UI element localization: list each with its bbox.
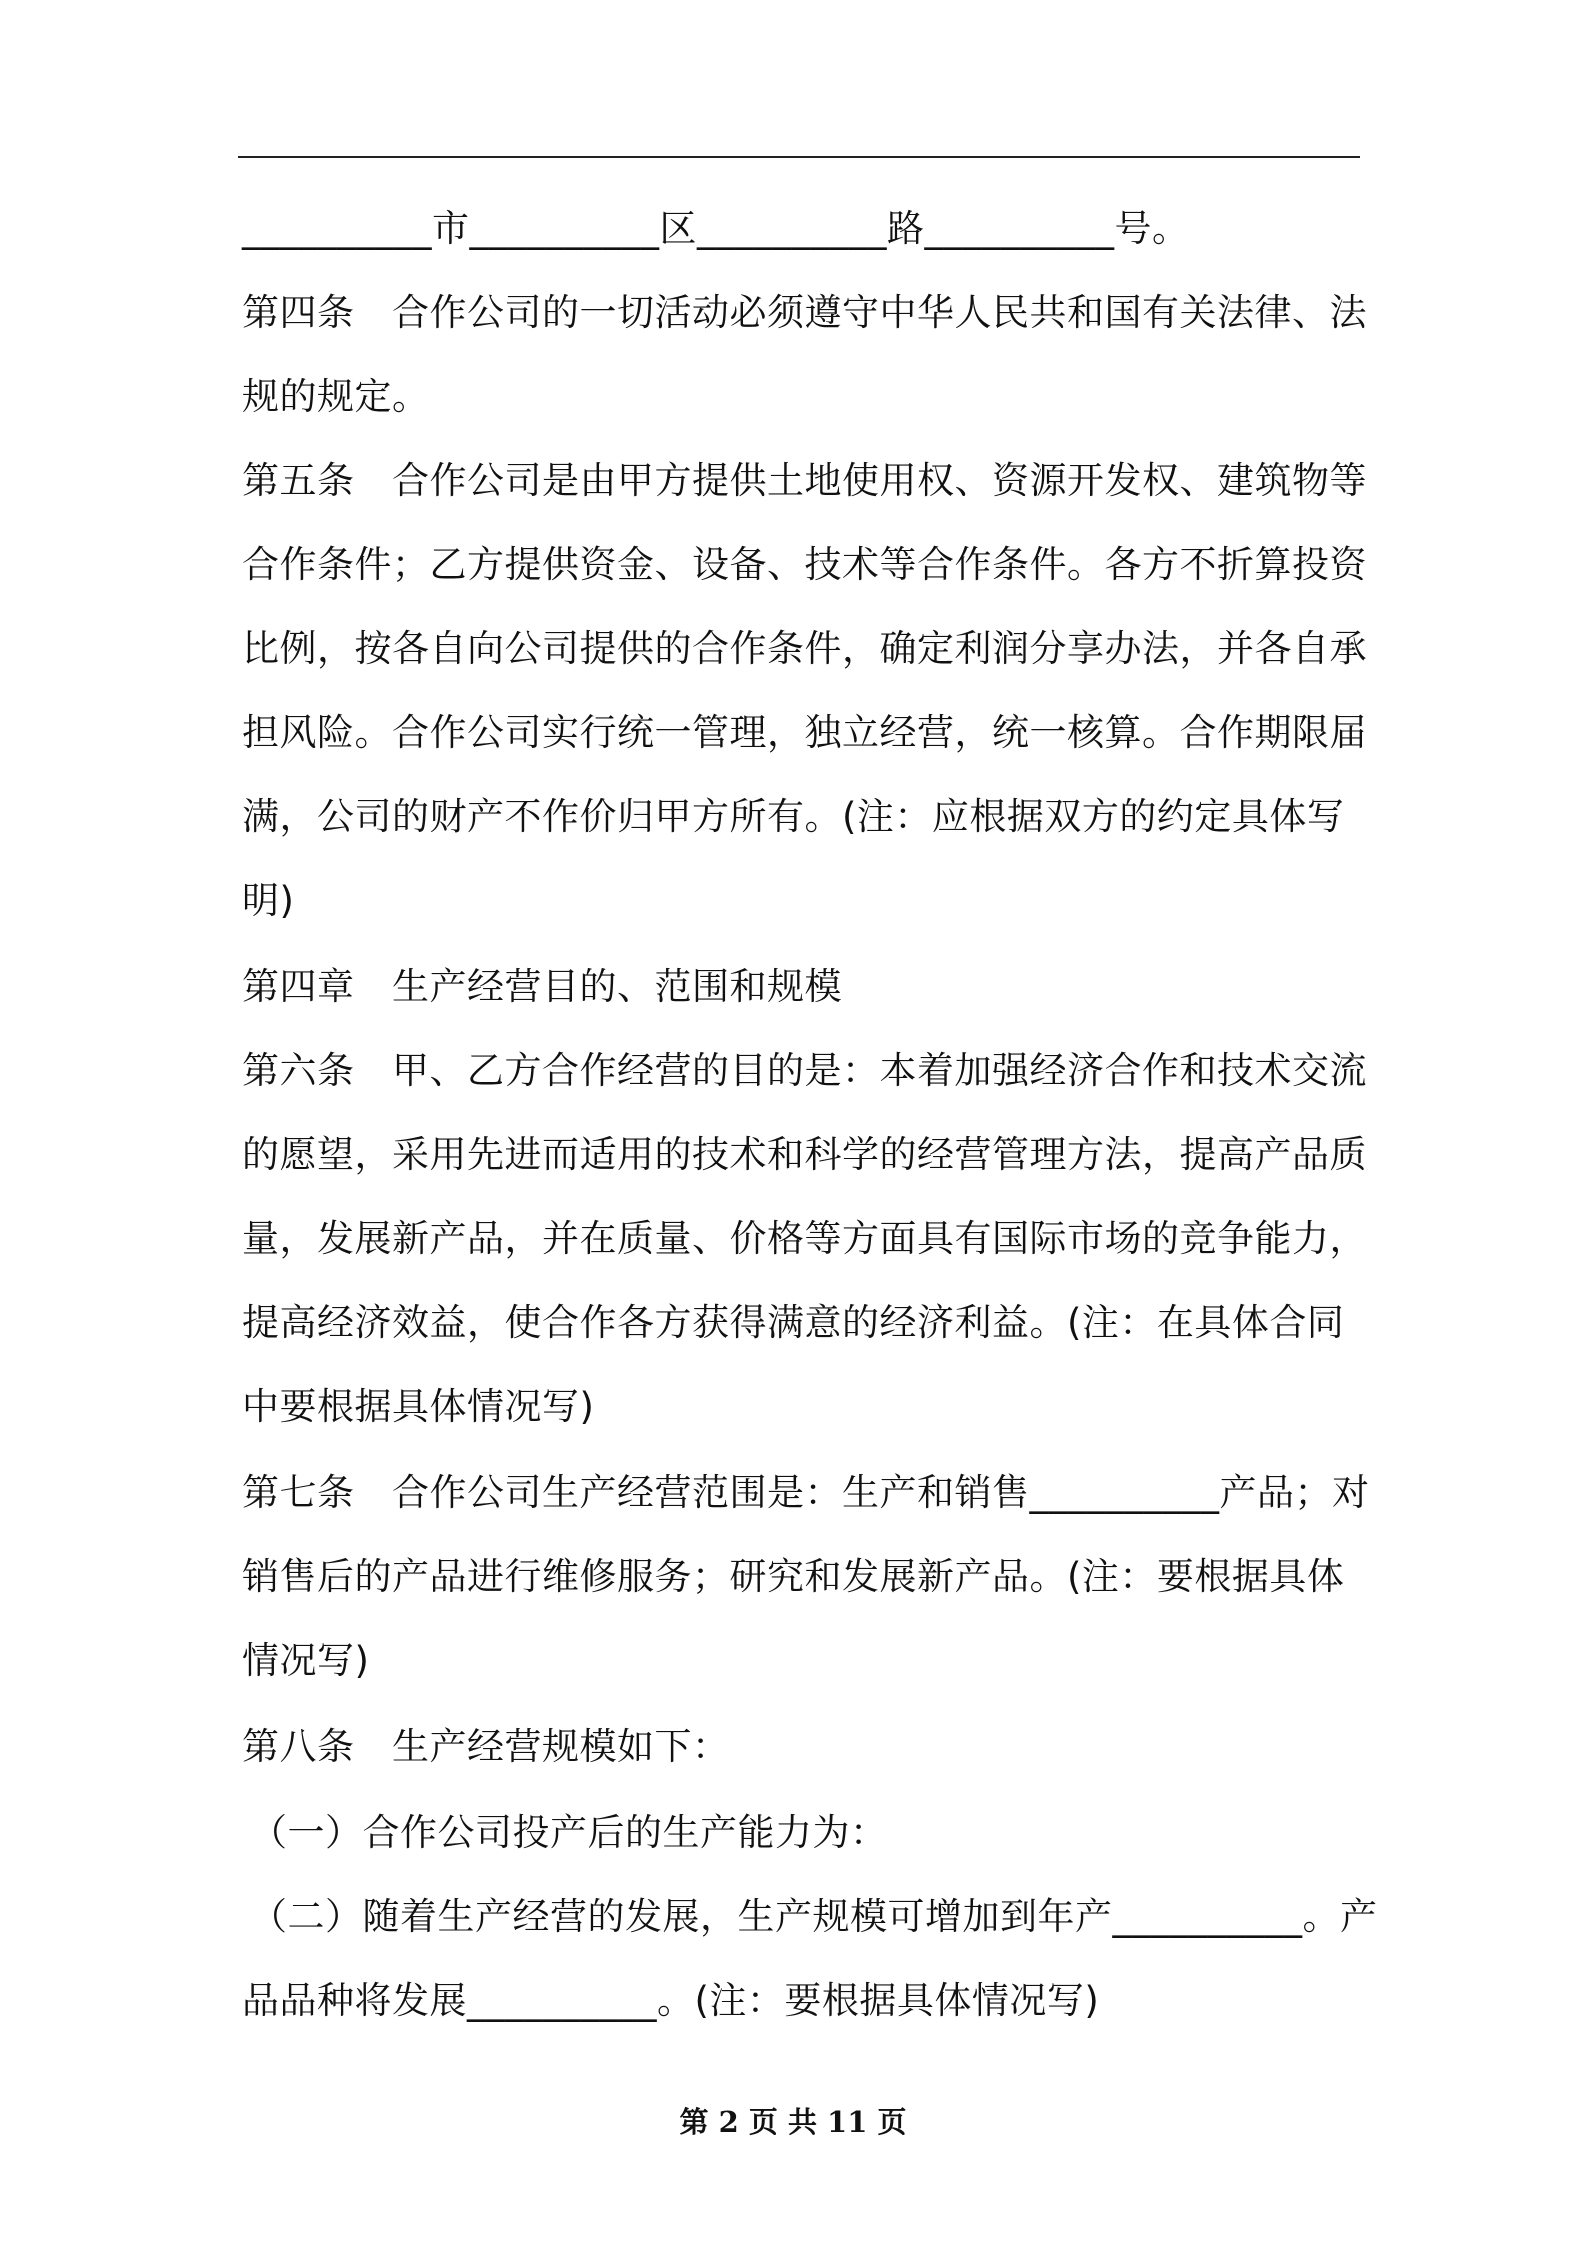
text-line: 担风险。合作公司实行统一管理，独立经营，统一核算。合作期限届 (242, 711, 1367, 754)
text-line: 品品种将发展__________。(注：要根据具体情况写) (242, 1979, 1100, 2022)
text-line: 第四章 生产经营目的、范围和规模 (242, 965, 842, 1008)
text-line: 销售后的产品进行维修服务；研究和发展新产品。(注：要根据具体 (242, 1555, 1345, 1598)
header-rule (238, 156, 1360, 158)
text-line: 中要根据具体情况写) (242, 1385, 595, 1428)
text-line: 明) (242, 879, 295, 922)
text-line: （一）合作公司投产后的生产能力为： (250, 1811, 888, 1854)
text-line: 第七条 合作公司生产经营范围是：生产和销售__________产品；对 (242, 1471, 1370, 1514)
text-line: 第八条 生产经营规模如下： (242, 1725, 730, 1768)
text-line: 的愿望，采用先进而适用的技术和科学的经营管理方法，提高产品质 (242, 1133, 1367, 1176)
text-line: 合作条件；乙方提供资金、设备、技术等合作条件。各方不折算投资 (242, 543, 1367, 586)
text-line: 量，发展新产品，并在质量、价格等方面具有国际市场的竞争能力， (242, 1217, 1367, 1260)
text-line: 比例，按各自向公司提供的合作条件，确定利润分享办法，并各自承 (242, 627, 1367, 670)
text-line: __________市__________区__________路__________号。 (242, 207, 1190, 250)
text-line: 满，公司的财产不作价归甲方所有。(注：应根据双方的约定具体写 (242, 795, 1345, 838)
text-line: 第五条 合作公司是由甲方提供土地使用权、资源开发权、建筑物等 (242, 459, 1367, 502)
text-line: 规的规定。 (242, 375, 430, 418)
page-footer: 第 2 页 共 11 页 (679, 2105, 907, 2139)
text-line: 第四条 合作公司的一切活动必须遵守中华人民共和国有关法律、法 (242, 291, 1367, 334)
text-line: （二）随着生产经营的发展，生产规模可增加到年产__________。产 (250, 1895, 1378, 1938)
text-line: 情况写) (242, 1639, 370, 1682)
text-line: 提高经济效益，使合作各方获得满意的经济利益。(注：在具体合同 (242, 1301, 1345, 1344)
text-line: 第六条 甲、乙方合作经营的目的是：本着加强经济合作和技术交流 (242, 1049, 1367, 1092)
